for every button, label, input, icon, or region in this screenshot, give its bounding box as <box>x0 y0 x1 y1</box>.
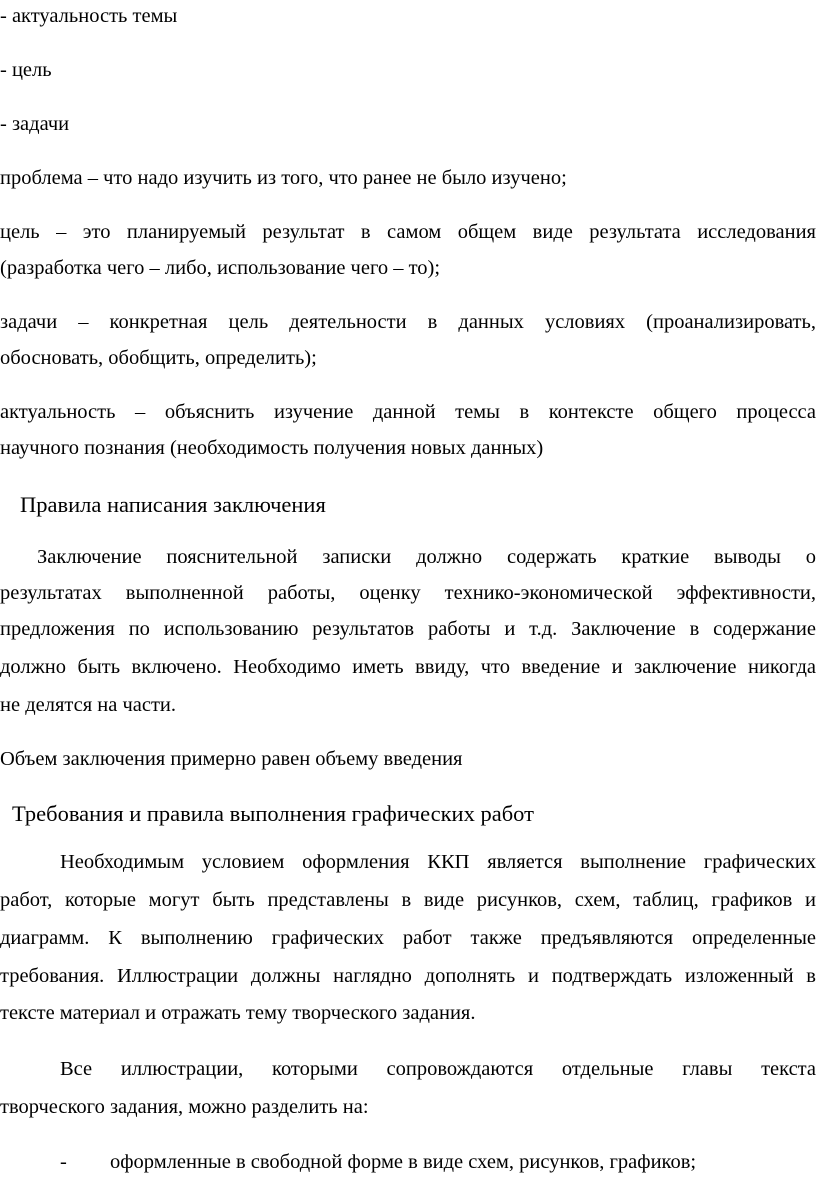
list-item-text: оформленные в свободной форме в виде схем, рисунков, графиков; <box>110 1151 697 1173</box>
graphics-paragraph-1-line-1: Необходимым условием оформления ККП является выполнение графических <box>60 851 816 873</box>
conclusion-paragraph-line-4: должно быть включено. Необходимо иметь ввиду, что введение и заключение никогда <box>0 656 816 678</box>
graphics-paragraph-1-line-2: работ, которые могут быть представлены в виде рисунков, схем, таблиц, графиков и <box>0 889 816 911</box>
graphics-paragraph-1-line-3: диаграмм. К выполнению графических работ также предъявляются определенные <box>0 927 816 949</box>
definition-tasks-line-2: обосновать, обобщить, определить); <box>0 347 317 369</box>
intro-item-relevance: - актуальность темы <box>0 5 178 27</box>
conclusion-paragraph-line-1: Заключение пояснительной записки должно содержать краткие выводы о <box>37 546 816 568</box>
list-item-marker: - <box>60 1151 67 1173</box>
graphics-paragraph-2-line-2: творческого задания, можно разделить на: <box>0 1096 369 1118</box>
conclusion-paragraph-line-2: результатах выполненной работы, оценку технико-экономической эффективности, <box>0 582 816 604</box>
definition-relevance-line-1: актуальность – объяснить изучение данной темы в контексте общего процесса <box>0 401 816 423</box>
graphics-paragraph-2-line-1: Все иллюстрации, которыми сопровождаются отдельные главы текста <box>60 1058 816 1080</box>
conclusion-volume-note: Объем заключения примерно равен объему введения <box>0 748 463 770</box>
graphics-paragraph-1-line-4: требования. Иллюстрации должны наглядно дополнять и подтверждать изложенный в <box>0 965 816 987</box>
conclusion-heading: Правила написания заключения <box>20 492 326 517</box>
definition-goal-line-1: цель – это планируемый результат в самом общем виде результата исследования <box>0 221 816 243</box>
conclusion-paragraph-line-5: не делятся на части. <box>0 694 177 716</box>
graphics-paragraph-1-line-5: тексте материал и отражать тему творческого задания. <box>0 1002 476 1024</box>
conclusion-paragraph-line-3: предложения по использованию результатов работы и т.д. Заключение в содержание <box>0 618 816 640</box>
definition-relevance-line-2: научного познания (необходимость получения новых данных) <box>0 437 544 459</box>
definition-problem: проблема – что надо изучить из того, что ранее не было изучено; <box>0 167 567 189</box>
graphics-heading: Требования и правила выполнения графических работ <box>12 801 534 826</box>
definition-goal-line-2: (разработка чего – либо, использование чего – то); <box>0 257 441 279</box>
intro-item-tasks: - задачи <box>0 113 70 135</box>
intro-item-goal: - цель <box>0 59 52 81</box>
definition-tasks-line-1: задачи – конкретная цель деятельности в данных условиях (проанализировать, <box>0 311 816 333</box>
